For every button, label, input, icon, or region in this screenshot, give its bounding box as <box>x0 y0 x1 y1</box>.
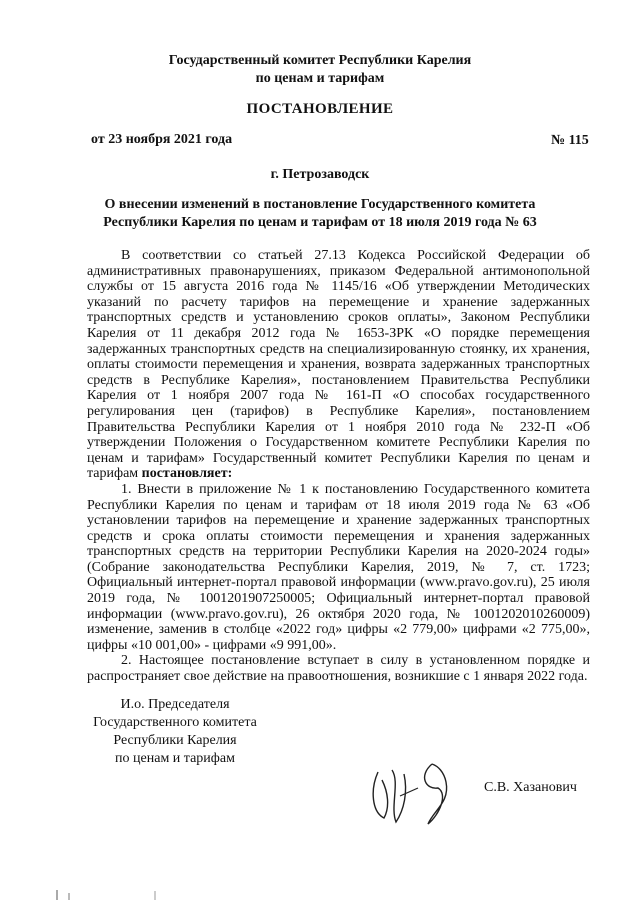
handwritten-signature <box>360 752 470 832</box>
position-line2: Государственного комитета <box>93 715 257 730</box>
item-1-paragraph: 1. Внести в приложение № 1 к постановлению Государственного комитета Республики Карелия по ценам и тарифам от 18 июля 2019 года № 63 «Об установлении тарифов на перемещение и хранение задержанных транспортных средств и срока оплаты стоимости перемещения и хранения задержанных транспортных средств на территории Республики Карелия на 2020-2024 годы» (Собрание законодательства Республики Карелия, 2019, № 7, ст. 1723; Официальный интернет-портал правовой информации (www.pravo.gov.ru), 25 июля 2019 года, № 1001201907250005; Официальный интернет-портал правовой информации (www.pravo.gov.ru), 26 октября 2020 года, № 1001202010260009) изменение, заменив в столбце «2022 год» цифры «2 779,00» цифрами «2 775,00», цифры «10 001,00» - цифрами «9 991,00». <box>87 481 590 653</box>
preamble-text: В соответствии со статьей 27.13 Кодекса Российской Федерации об административных правонарушениях, приказом Федеральной антимонопольной службы от 15 августа 2016 года № 1145/16 «Об утверждении Методических указаний по расчету тарифов на перемещение и хранение задержанных транспортных средств и установлению сроков оплаты», Законом Республики Карелия от 11 декабря 2012 года № 1653-ЗРК «О порядке перемещения задержанных транспортных средств на специализированную стоянку, их хранения, оплаты стоимости перемещения и хранения, возврата задержанных транспортных средств в Республике Карелия», постановлением Правительства Республики Карелия от 1 ноября 2007 года № 161-П «О способах государственного регулирования цен (тарифов) в Республике Карелия», постановлением Правительства Республики Карелия от 1 ноября 2010 года № 232-П «Об утверждении Положения о Государственном комитете Республики Карелия по ценам и тарифам» Государственный комитет Республики Карелия по ценам и тарифам <box>87 248 590 482</box>
scan-margin-marks <box>55 888 165 902</box>
title-line1: О внесении изменений в постановление Государственного комитета <box>104 197 536 212</box>
document-city: г. Петрозаводск <box>270 167 370 182</box>
org-name-line2: по ценам и тарифам <box>255 71 385 86</box>
document-date: от 23 ноября 2021 года <box>91 132 233 147</box>
position-line1: И.о. Председателя <box>120 697 230 712</box>
signatory-name: С.В. Хазанович <box>484 780 577 795</box>
item-2-paragraph: 2. Настоящее постановление вступает в силу в установленном порядке и распространяет свое действие на правоотношения, возникшие с 1 января 2022 года. <box>87 653 590 685</box>
position-line3: Республики Карелия <box>113 733 237 748</box>
document-number: № 115 <box>551 133 589 148</box>
preamble-bold: постановляет: <box>141 466 233 482</box>
position-line4: по ценам и тарифам <box>115 751 235 766</box>
org-name-line1: Государственный комитет Республики Карелия <box>168 53 472 68</box>
document-body <box>87 248 590 685</box>
document-type: ПОСТАНОВЛЕНИЕ <box>246 101 394 117</box>
title-line2: Республики Карелия по ценам и тарифам от 18 июля 2019 года № 63 <box>103 215 537 230</box>
preamble-paragraph <box>87 248 590 482</box>
signatory-position <box>80 696 270 768</box>
document-title <box>100 196 540 232</box>
